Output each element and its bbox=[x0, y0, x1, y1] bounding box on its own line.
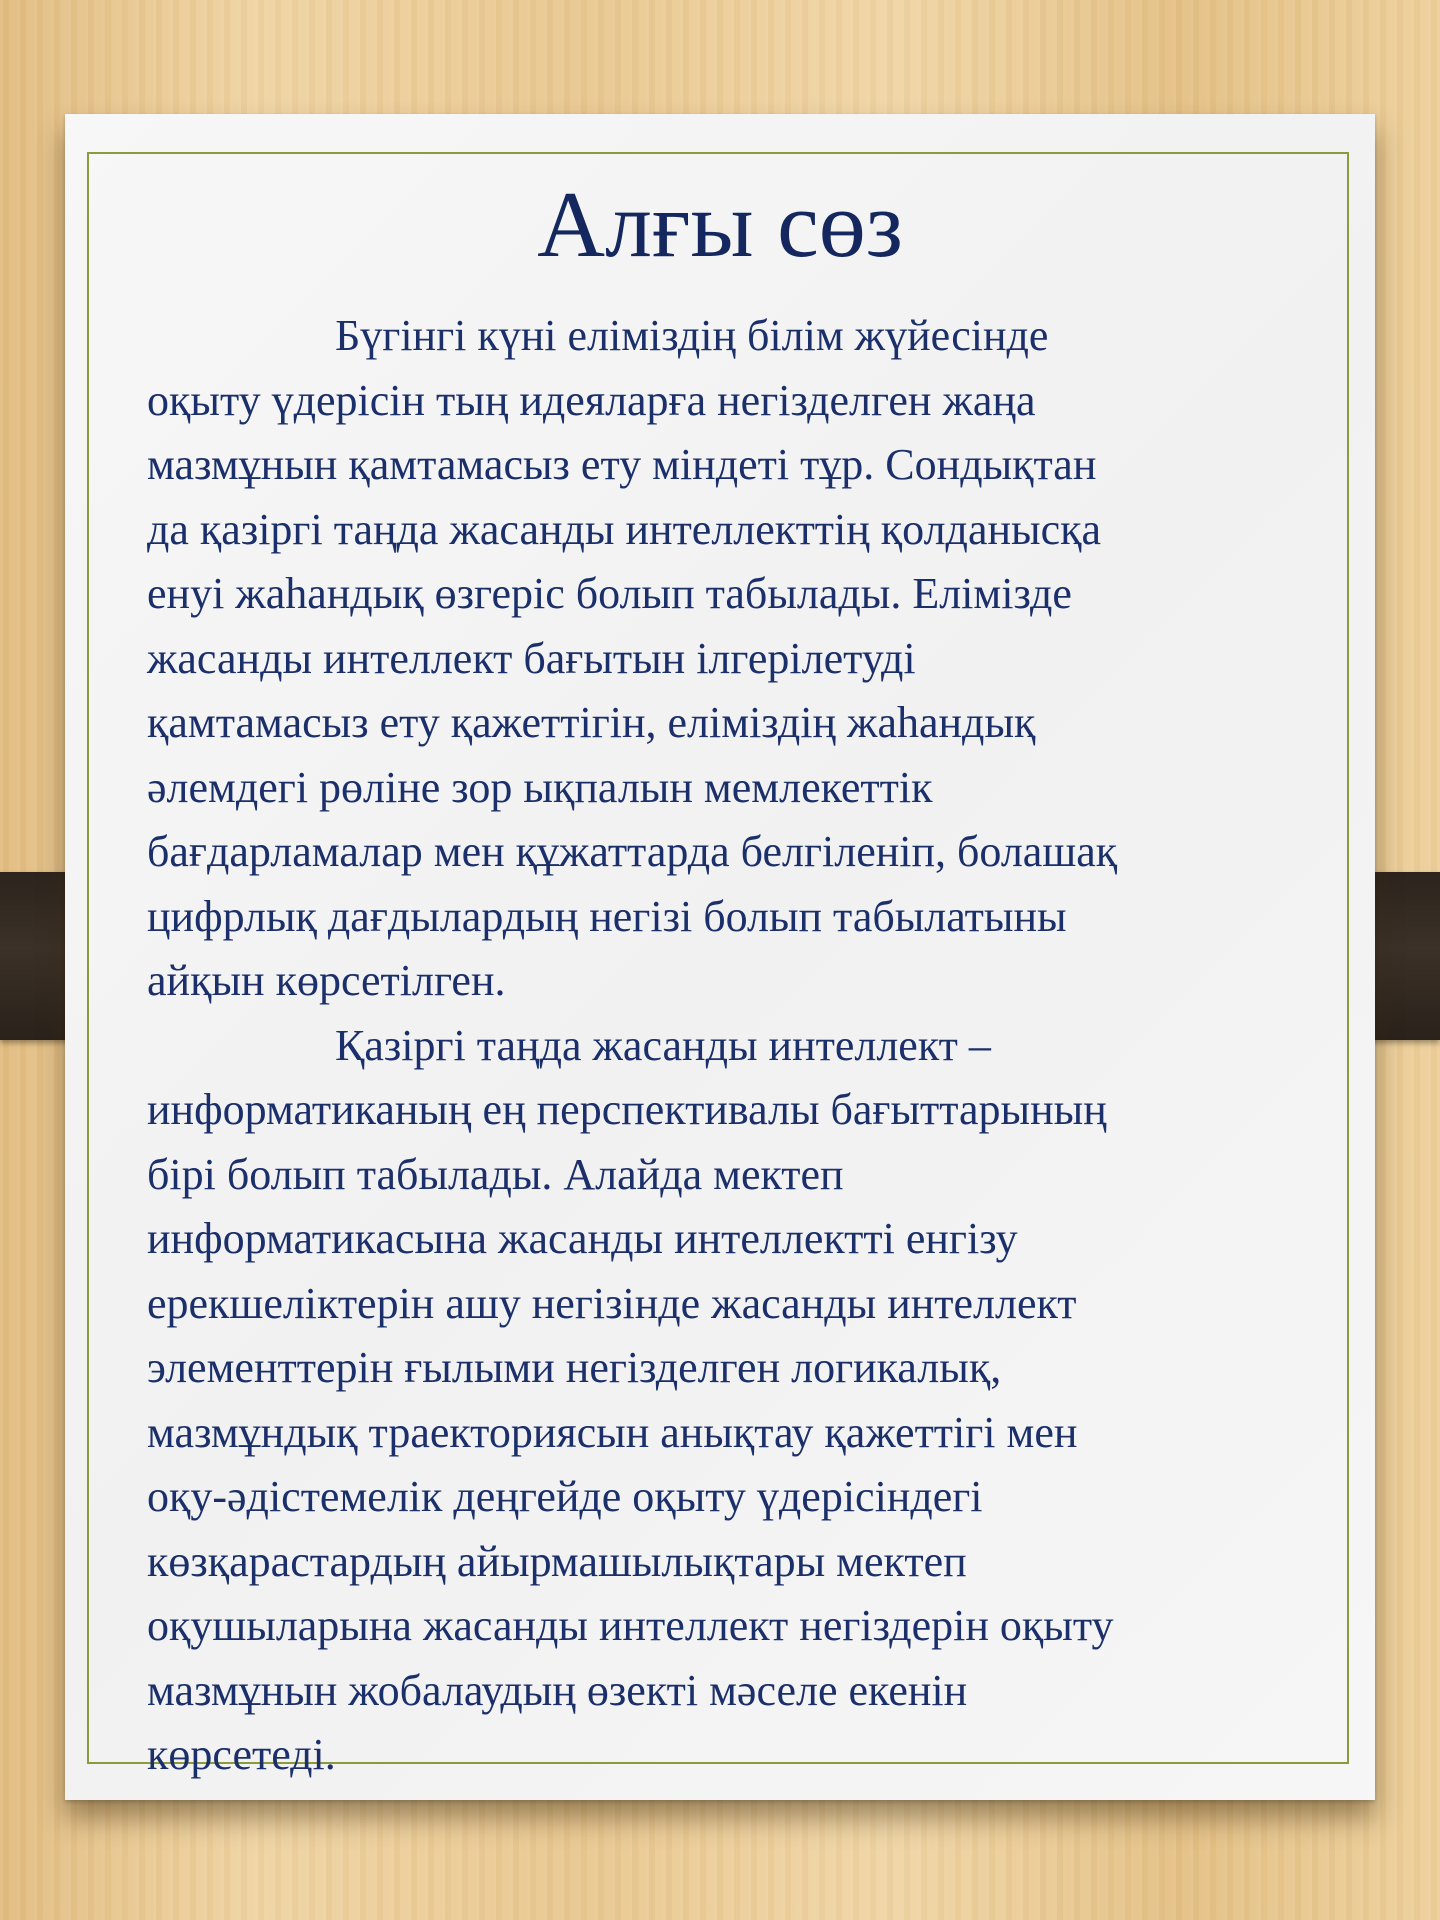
slide-title: Алғы сөз bbox=[537, 173, 903, 277]
slide-card bbox=[65, 114, 1375, 1800]
slide-body bbox=[147, 304, 1347, 1788]
paragraph-1: Бүгінгі күні еліміздің білім жүйесінде оқыту үдерісін тың идеяларға негізделген жаңа мазмұнын қамтамасыз ету міндеті тұр. Сондықтан да қазіргі таңда жасанды интеллекттің қолданысқа енуі жаһандық өзгеріс болып табылады. Елімізде жасанды интеллект бағытын ілгерілетуді қамтамасыз ету қажеттігін, еліміздің жаһандық әлемдегі рөліне зор ықпалын мемлекеттік бағдарламалар мен құжаттарда белгіленіп, болашақ цифрлық дағдылардың негізі болып табылатыны айқын көрсетілген. bbox=[147, 311, 1118, 1005]
paragraph-2: Қазіргі таңда жасанды интеллект – информатиканың ең перспективалы бағыттарының бірі болып табылады. Алайда мектеп информатикасына жасанды интеллектті енгізу ерекшеліктерін ашу негізінде жасанды интеллект элементтерін ғылыми негізделген логикалық, мазмұндық траекториясын анықтау қажеттігі мен оқу-әдістемелік деңгейде оқыту үдерісіндегі көзқарастардың айырмашылықтары мектеп оқушыларына жасанды интеллект негіздерін оқыту мазмұнын жобалаудың өзекті мәселе екенін көрсетеді. bbox=[147, 1020, 1114, 1779]
